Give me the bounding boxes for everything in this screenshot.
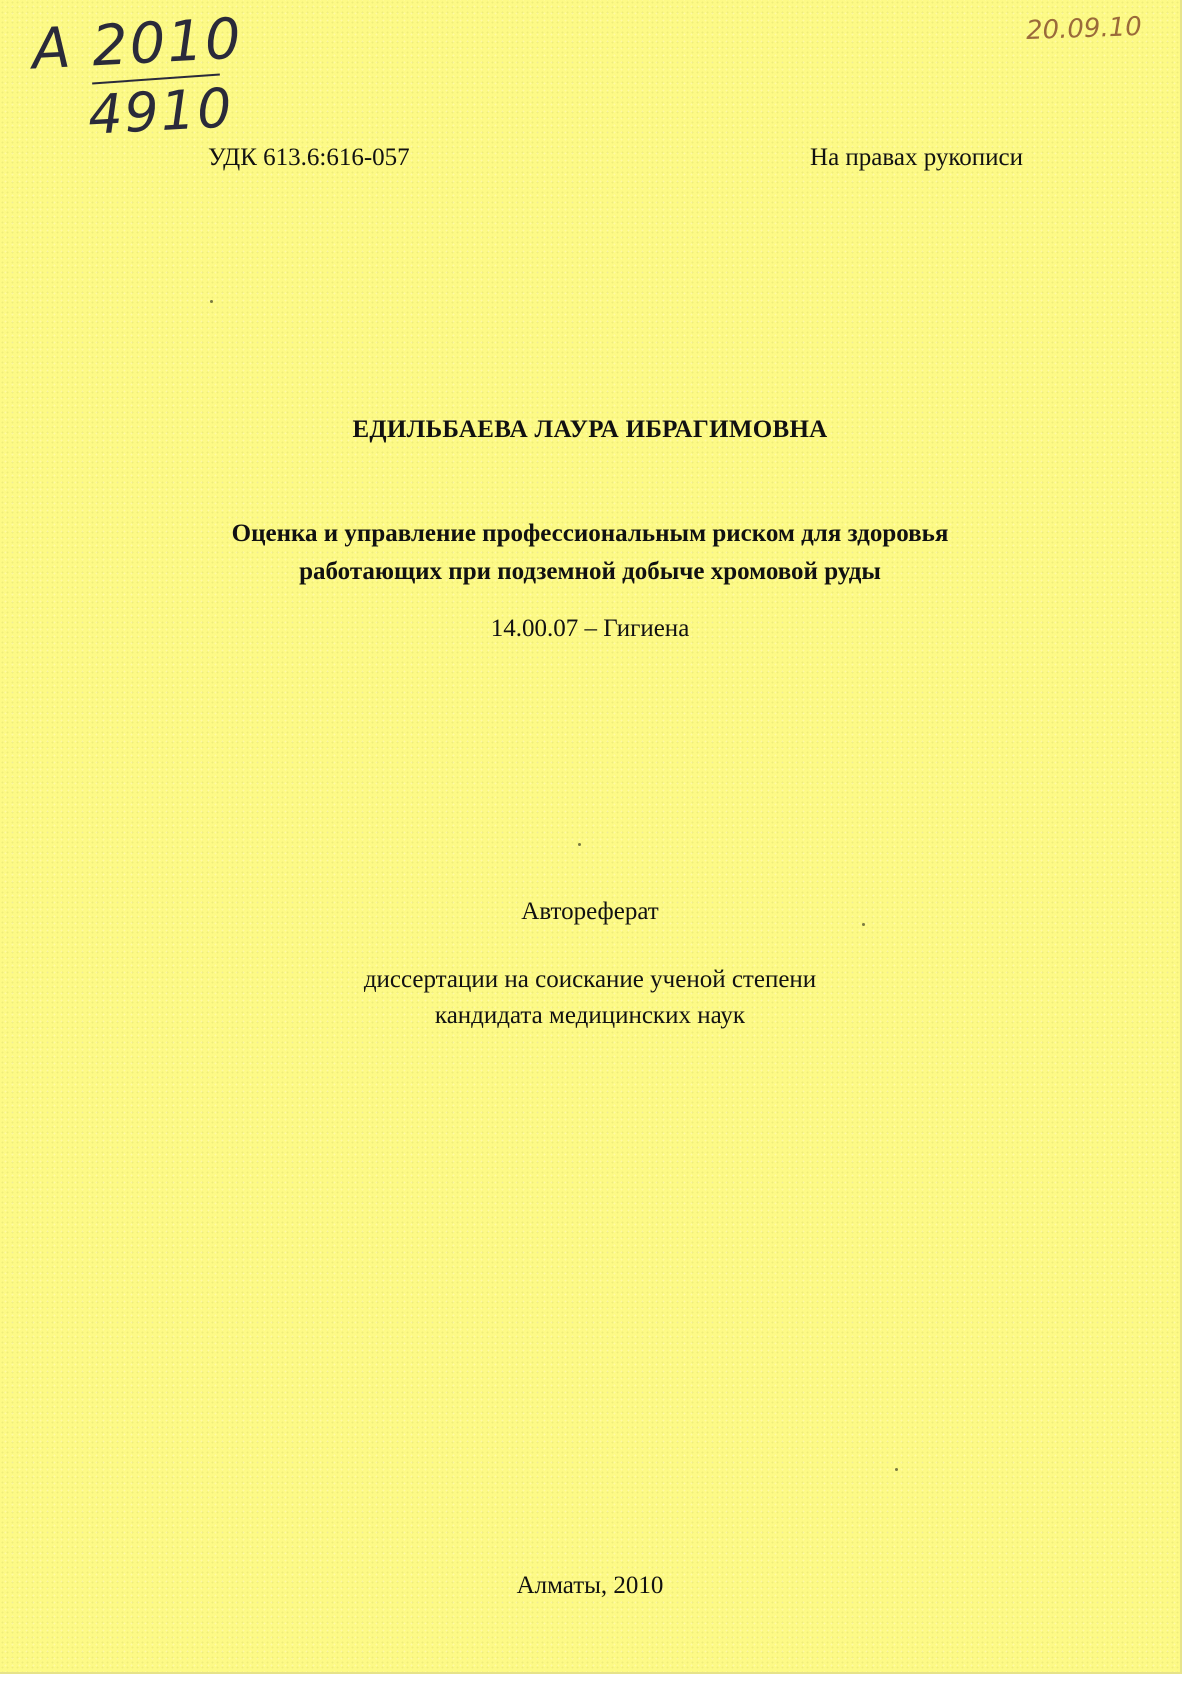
paper-speck [862, 923, 865, 926]
title-line-1: Оценка и управление профессиональным риском для здоровья [231, 520, 949, 547]
handwritten-archive-number: А 2010 [30, 6, 245, 83]
paper-speck [210, 300, 213, 303]
specialty-code: 14.00.07 – Гигиена [490, 615, 690, 642]
degree-description [0, 962, 1180, 1034]
title-line-2: работающих при подземной добыче хромовой руды [299, 558, 881, 585]
description-line-2: кандидата медицинских наук [434, 1002, 746, 1029]
place-and-year: Алматы, 2010 [516, 1572, 664, 1599]
udk-code: УДК 613.6:616-057 [208, 144, 410, 171]
document-type: Автореферат [521, 898, 659, 925]
handwritten-date: 20.09.10 [1025, 11, 1143, 47]
description-line-1: диссертации на соискание ученой степени [363, 966, 817, 993]
author-name: ЕДИЛЬБАЕВА ЛАУРА ИБРАГИМОВНА [352, 416, 828, 443]
paper-speck [895, 1468, 898, 1471]
paper-speck [578, 843, 581, 846]
handwritten-inventory-number: 4910 [86, 76, 235, 147]
manuscript-rights-note: На правах рукописи [810, 144, 1023, 171]
dissertation-title [0, 515, 1180, 591]
